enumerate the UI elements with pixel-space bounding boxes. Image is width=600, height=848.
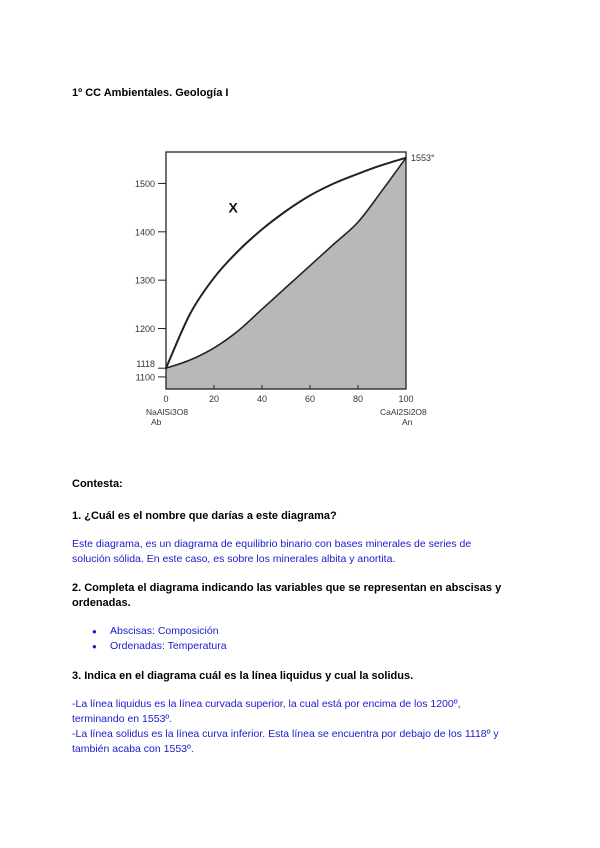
page-title: 1º CC Ambientales. Geología I [72,87,229,99]
right-endmember-formula: CaAl2Si2O8 [380,407,427,417]
x-tick-label: 100 [398,394,414,404]
answer-3-line: -La línea liquidus es la línea curvada superior, la cual está por encima de los 1200º, [72,698,461,710]
answer-1 [72,537,542,567]
answer-1-line: Este diagrama, es un diagrama de equilibrio binario con bases minerales de series de [72,538,472,550]
question-1: 1. ¿Cuál es el nombre que darías a este diagrama? [72,510,337,522]
x-tick-label: 80 [352,394,364,404]
question-2 [72,581,542,611]
x-tick-label: 40 [256,394,268,404]
answer-3-line: también acaba con 1553º. [72,743,194,755]
answer-2-list [92,624,227,654]
y-tick-label: 1500 [134,178,155,189]
right-endmember-abbrev: An [402,417,413,427]
left-endmember-formula: NaAlSi3O8 [146,407,189,417]
question-2-line: ordenadas. [72,597,131,609]
answer-1-line: solución sólida. En este caso, es sobre los minerales albita y anortita. [72,553,396,565]
y-tick-label-1118: 1118 [136,359,155,370]
y-tick-label: 1100 [135,372,155,383]
x-tick-label: 20 [208,394,220,404]
question-3: 3. Indica en el diagrama cuál es la línea liquidus y cual la solidus. [72,670,414,682]
answer-2-bullet-abscisas: ● Abscisas: Composición [92,624,227,639]
y-tick-label: 1200 [134,324,155,335]
y-tick-label: 1400 [134,227,155,238]
contesta-label: Contesta: [72,478,123,490]
y-tick-label: 1300 [134,275,155,286]
melting-point-label: 1553° [411,152,435,163]
left-endmember-abbrev: Ab [151,417,162,427]
phase-diagram [128,130,488,430]
region-marker: X [228,199,238,216]
answer-3-line: terminando en 1553º. [72,713,173,725]
x-tick-label: 60 [304,394,316,404]
answer-2-bullet-ordenadas: ● Ordenadas: Temperatura [92,639,227,654]
x-tick-label: 0 [163,394,169,404]
answer-3 [72,697,552,757]
question-2-line: 2. Completa el diagrama indicando las variables que se representan en abscisas y [72,582,502,594]
answer-3-line: -La línea solidus es la línea curva inferior. Esta línea se encuentra por debajo de los 1118º y [72,728,499,740]
